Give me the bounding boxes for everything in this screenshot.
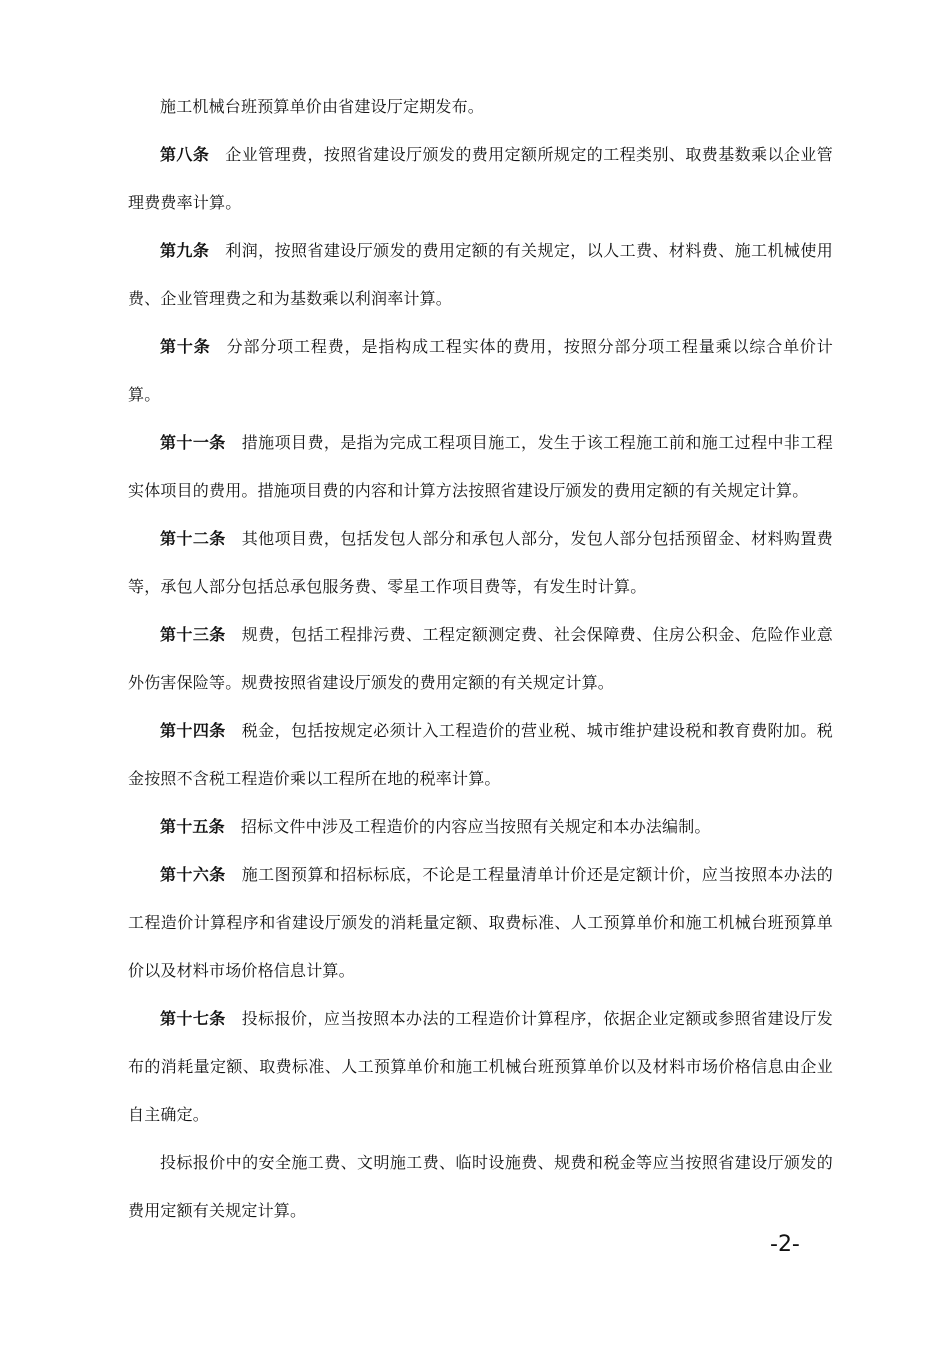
article-number: 第九条	[160, 241, 210, 260]
page-number: -2-	[770, 1232, 800, 1257]
document-body	[128, 83, 833, 1235]
article-text: 税金，包括按规定必须计入工程造价的营业税、城市维护建设税和教育费附加。税金按照不含税工程造价乘以工程所在地的税率计算。	[128, 721, 833, 788]
article-10	[128, 323, 833, 419]
article-text: 利润，按照省建设厅颁发的费用定额的有关规定，以人工费、材料费、施工机械使用费、企业管理费之和为基数乘以利润率计算。	[128, 241, 833, 308]
article-number: 第十一条	[160, 433, 226, 452]
article-number: 第八条	[160, 145, 210, 164]
article-15	[128, 803, 833, 851]
article-text: 投标报价，应当按照本办法的工程造价计算程序，依据企业定额或参照省建设厅发布的消耗量定额、取费标准、人工预算单价和施工机械台班预算单价以及材料市场价格信息由企业自主确定。	[128, 1009, 833, 1124]
article-number: 第十四条	[160, 721, 226, 740]
article-text: 施工图预算和招标标底，不论是工程量清单计价还是定额计价，应当按照本办法的工程造价计算程序和省建设厅颁发的消耗量定额、取费标准、人工预算单价和施工机械台班预算单价以及材料市场价格信息计算。	[128, 865, 833, 980]
article-8	[128, 131, 833, 227]
article-17	[128, 995, 833, 1139]
article-14	[128, 707, 833, 803]
paragraph-last	[128, 1139, 833, 1235]
article-number: 第十条	[160, 337, 211, 356]
article-number: 第十七条	[160, 1009, 226, 1028]
article-16	[128, 851, 833, 995]
article-text: 分部分项工程费，是指构成工程实体的费用，按照分部分项工程量乘以综合单价计算。	[128, 337, 833, 404]
article-text: 措施项目费，是指为完成工程项目施工，发生于该工程施工前和施工过程中非工程实体项目的费用。措施项目费的内容和计算方法按照省建设厅颁发的费用定额的有关规定计算。	[128, 433, 833, 500]
paragraph-text: 投标报价中的安全施工费、文明施工费、临时设施费、规费和税金等应当按照省建设厅颁发的费用定额有关规定计算。	[128, 1153, 833, 1220]
article-12	[128, 515, 833, 611]
article-text: 其他项目费，包括发包人部分和承包人部分，发包人部分包括预留金、材料购置费等，承包人部分包括总承包服务费、零星工作项目费等，有发生时计算。	[128, 529, 833, 596]
paragraph-1	[128, 83, 833, 131]
article-9	[128, 227, 833, 323]
article-text: 规费，包括工程排污费、工程定额测定费、社会保障费、住房公积金、危险作业意外伤害保险等。规费按照省建设厅颁发的费用定额的有关规定计算。	[128, 625, 833, 692]
article-13	[128, 611, 833, 707]
article-number: 第十五条	[160, 817, 225, 836]
article-number: 第十三条	[160, 625, 226, 644]
article-text: 招标文件中涉及工程造价的内容应当按照有关规定和本办法编制。	[240, 817, 711, 836]
article-11	[128, 419, 833, 515]
article-number: 第十二条	[160, 529, 226, 548]
paragraph-text: 施工机械台班预算单价由省建设厅定期发布。	[160, 97, 485, 116]
article-text: 企业管理费，按照省建设厅颁发的费用定额所规定的工程类别、取费基数乘以企业管理费费率计算。	[128, 145, 833, 212]
article-number: 第十六条	[160, 865, 226, 884]
